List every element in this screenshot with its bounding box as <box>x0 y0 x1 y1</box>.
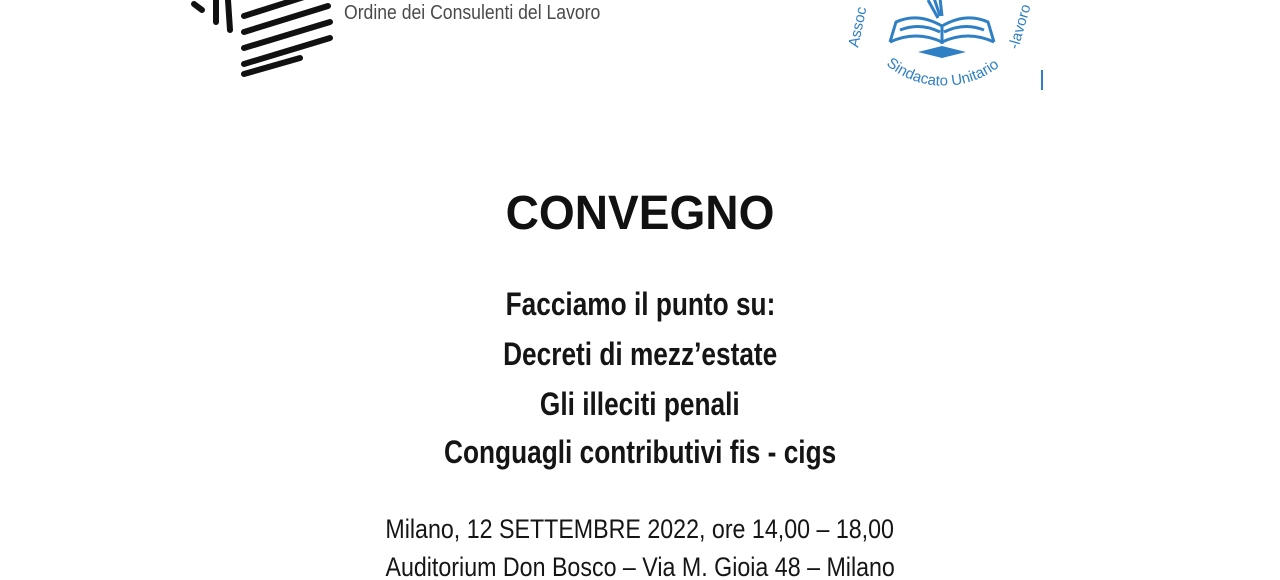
association-seal-icon <box>820 0 1060 120</box>
consulenti-logo-icon <box>180 0 350 90</box>
svg-text:Sindacato Unitario <box>883 54 1002 89</box>
event-title: CONVEGNO <box>505 187 775 240</box>
event-date: Milano, 12 SETTEMBRE 2022, ore 14,00 – 18,00 <box>385 514 895 544</box>
seal-bottom-text: Sindacato Unitario <box>883 54 1003 90</box>
event-topic: Gli illeciti penali <box>540 386 740 422</box>
seal-edge-icon <box>1038 70 1046 90</box>
org-name: Ordine dei Consulenti del Lavoro <box>344 2 601 24</box>
event-topic: Decreti di mezz’estate <box>502 336 778 372</box>
seal-left-text: Assoc <box>845 5 871 49</box>
event-intro: Facciamo il punto su: <box>505 286 775 322</box>
event-venue: Auditorium Don Bosco – Via M. Gioia 48 – Milano <box>385 552 895 580</box>
event-topic: Conguagli contributivi fis - cigs <box>443 434 837 470</box>
seal-right-text: -lavoro <box>1005 2 1035 52</box>
